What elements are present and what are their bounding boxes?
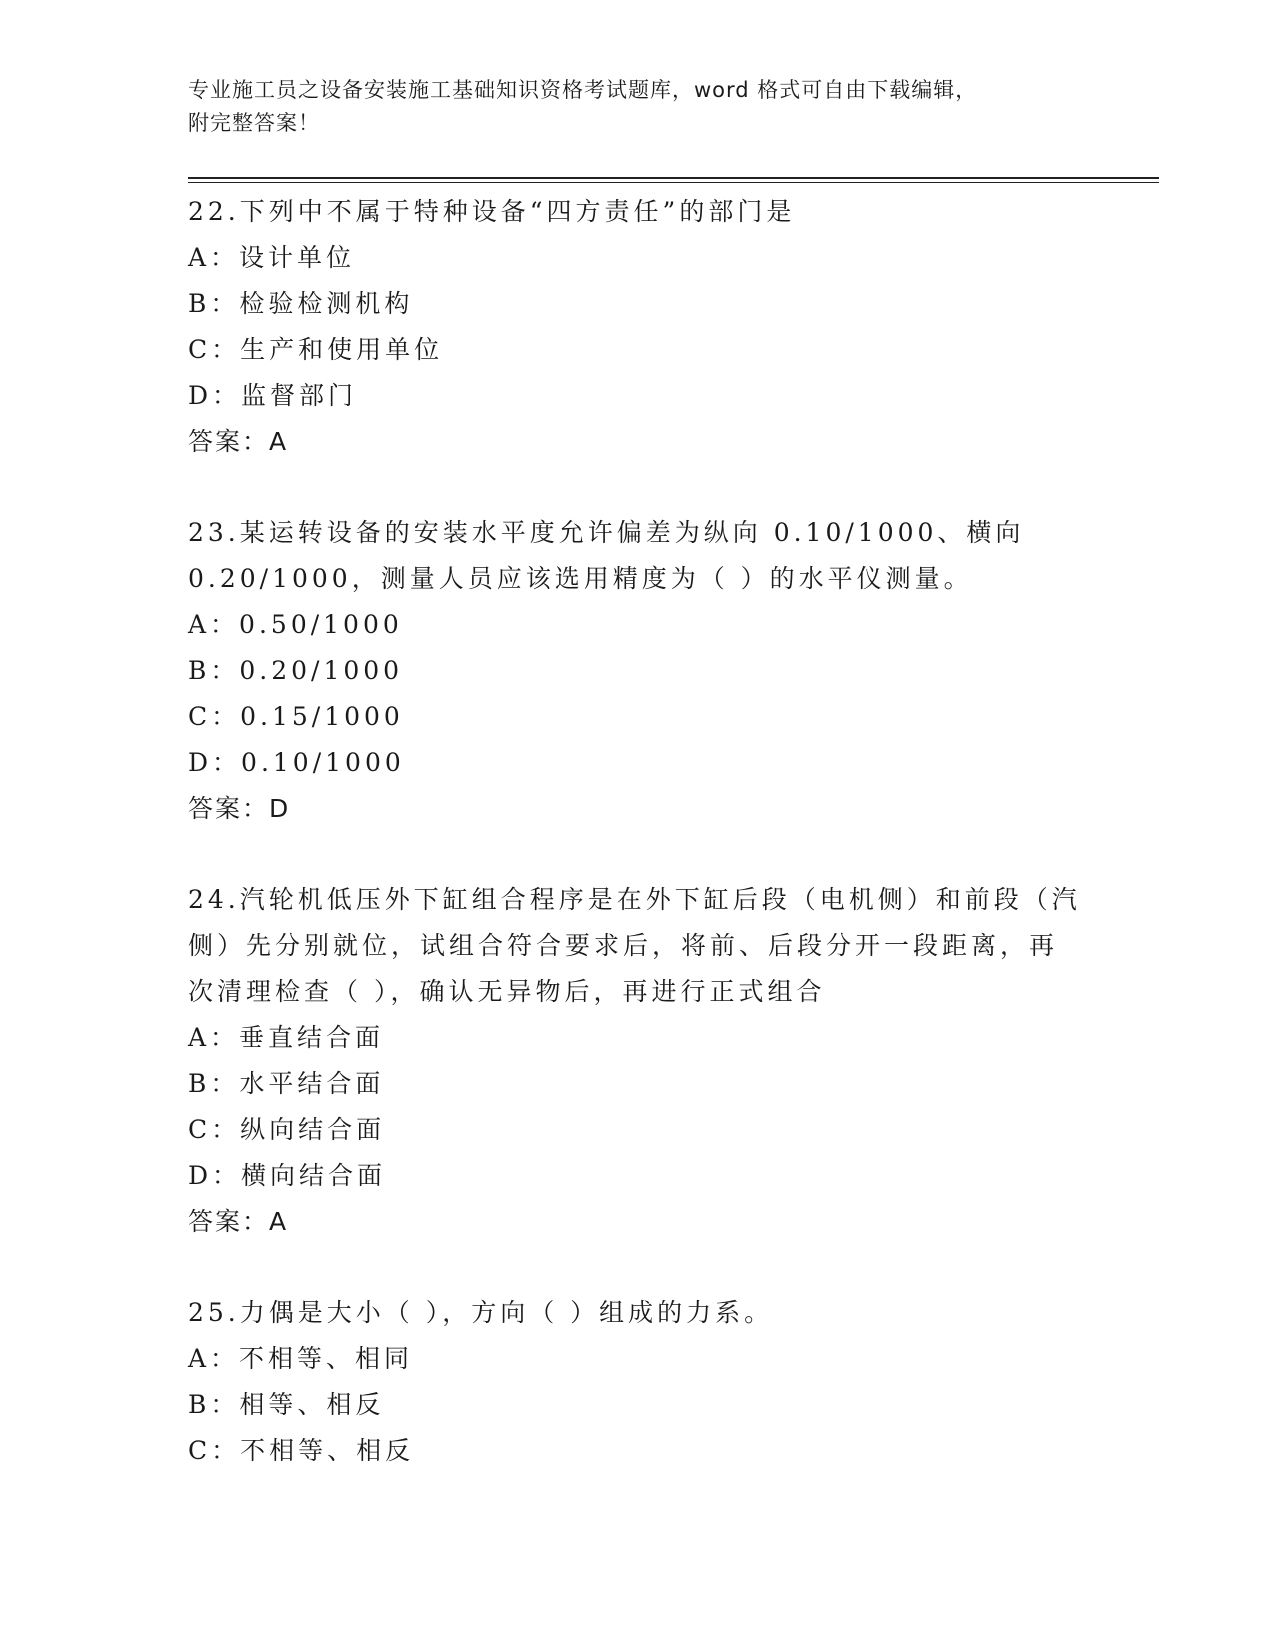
header-divider-thick [188, 177, 1159, 179]
question-text: 22.下列中不属于特种设备“四方责任”的部门是 [188, 197, 796, 226]
question-list [188, 189, 1088, 1474]
question-text: 24.汽轮机低压外下缸组合程序是在外下缸后段（电机侧）和前段（汽 [188, 885, 1081, 914]
question-24 [188, 877, 1088, 1245]
option-b: B：水平结合面 [188, 1069, 385, 1098]
document-header [188, 74, 1088, 140]
question-22 [188, 189, 1088, 465]
question-text: 25.力偶是大小（ ），方向（ ）组成的力系。 [188, 1298, 774, 1327]
option-a: A：设计单位 [188, 243, 356, 272]
option-c: C：纵向结合面 [188, 1115, 386, 1144]
option-a: A：不相等、相同 [188, 1344, 414, 1373]
option-c: C：不相等、相反 [188, 1436, 415, 1465]
option-b: B：相等、相反 [188, 1390, 385, 1419]
question-text: 0.20/1000，测量人员应该选用精度为（ ）的水平仪测量。 [188, 564, 973, 593]
answer: 答案：A [188, 427, 289, 456]
question-23 [188, 510, 1088, 832]
option-b: B：检验检测机构 [188, 289, 414, 318]
header-divider-thin [188, 182, 1159, 183]
header-intro-line-1: 专业施工员之设备安装施工基础知识资格考试题库，word 格式可自由下载编辑， [188, 78, 978, 102]
option-b: B：0.20/1000 [188, 656, 404, 685]
option-a: A：0.50/1000 [188, 610, 403, 639]
question-text: 侧）先分别就位，试组合符合要求后，将前、后段分开一段距离，再 [188, 931, 1059, 960]
header-intro-line-2: 附完整答案！ [188, 111, 320, 135]
option-c: C：0.15/1000 [188, 702, 404, 731]
option-c: C：生产和使用单位 [188, 335, 444, 364]
option-a: A：垂直结合面 [188, 1023, 385, 1052]
question-text: 次清理检查（ ），确认无异物后，再进行正式组合 [188, 977, 826, 1006]
option-d: D：横向结合面 [188, 1161, 387, 1190]
question-25 [188, 1290, 1088, 1474]
question-text: 23.某运转设备的安装水平度允许偏差为纵向 0.10/1000、横向 [188, 518, 1025, 547]
option-d: D：0.10/1000 [188, 748, 405, 777]
option-d: D：监督部门 [188, 381, 358, 410]
answer: 答案：D [188, 794, 291, 823]
answer: 答案：A [188, 1207, 289, 1236]
